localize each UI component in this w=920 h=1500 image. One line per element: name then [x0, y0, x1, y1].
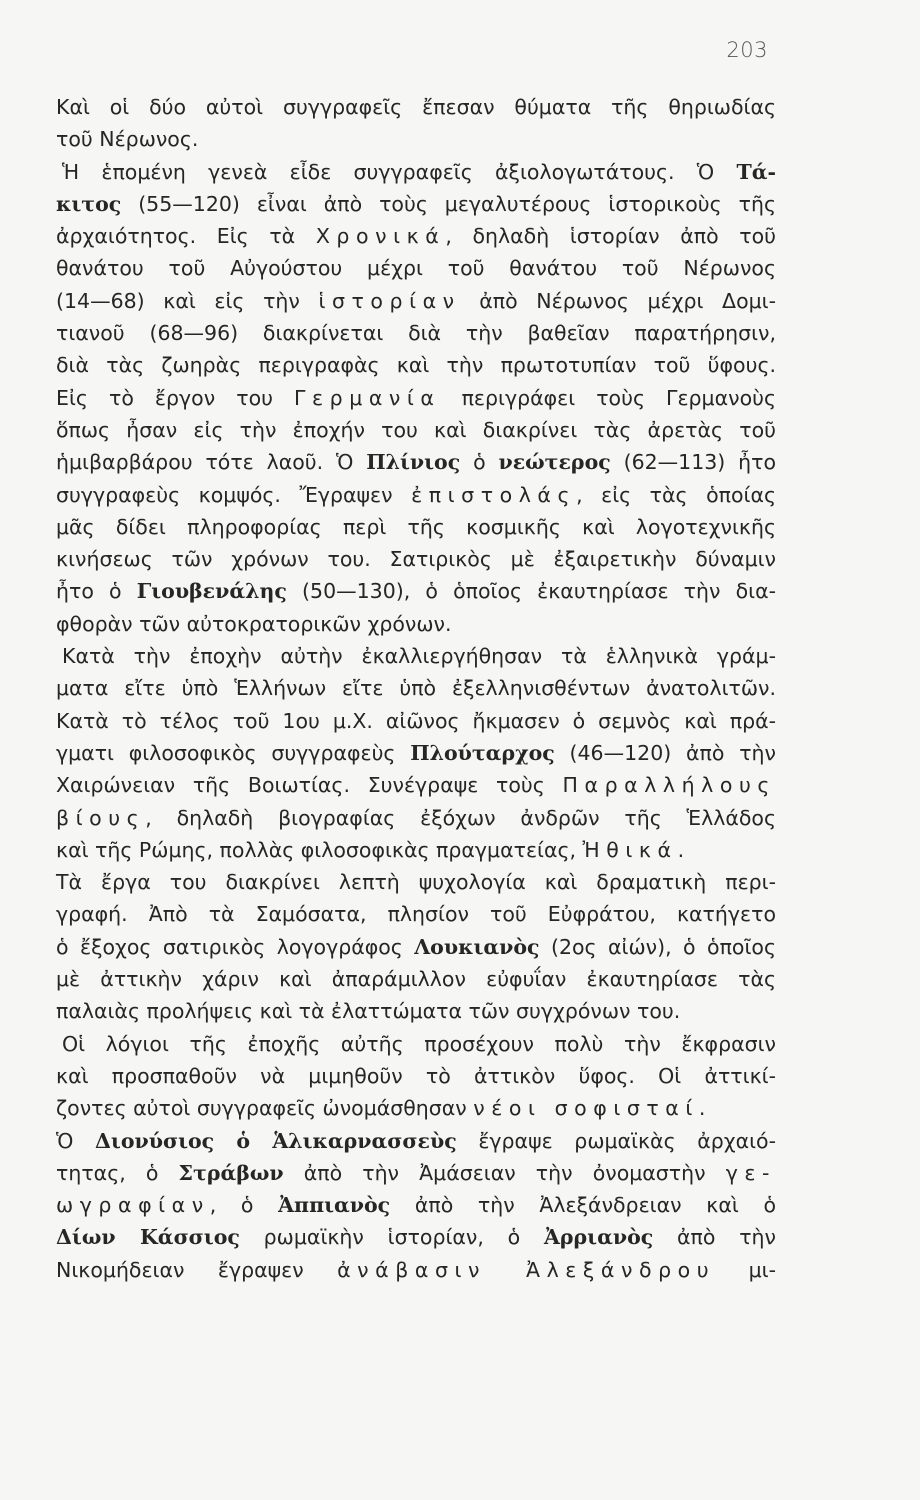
- text-run: Ὁ: [56, 1128, 96, 1153]
- spaced-title: ωγραφίαν: [56, 1193, 210, 1218]
- text-line: [56, 1028, 776, 1060]
- text-run: ἀρχαιότητος. Εἰς τὰ: [56, 224, 316, 249]
- text-run: μᾶς δίδει πληροφορίας περὶ τῆς κοσμικῆς καὶ λογοτεχνικῆς: [56, 514, 776, 539]
- text-line: [56, 382, 776, 414]
- spaced-title: Γερμανία: [294, 385, 441, 410]
- text-run: .: [698, 1096, 706, 1121]
- text-run: (46—120) ἀπὸ τὴν: [554, 740, 776, 765]
- text-line: [56, 931, 776, 963]
- spaced-title: Ἠθικά: [582, 837, 678, 862]
- text-run: ζοντες αὐτοὶ συγγραφεῖς ὠνομάσθησαν: [56, 1096, 474, 1121]
- text-line: [56, 995, 776, 1027]
- text-line: [56, 769, 776, 801]
- text-run: φθορὰν τῶν αὐτοκρατορικῶν χρόνων.: [56, 611, 452, 636]
- text-line: [56, 349, 776, 381]
- text-run: ρωμαϊκὴν ἱστορίαν, ὁ: [239, 1225, 544, 1250]
- text-run: ἀπὸ τὴν Ἀλεξάνδρειαν καὶ ὁ: [390, 1193, 776, 1218]
- text-run: μὲ ἀττικὴν χάριν καὶ ἀπαράμιλλον εὐφυΐαν ἐκαυτηρίασε τὰς: [56, 967, 776, 992]
- text-run: (50—130), ὁ ὁποῖος ἐκαυτηρίασε τὴν δια-: [286, 579, 776, 604]
- text-run: .: [677, 837, 685, 862]
- text-run: , δηλαδὴ βιογραφίας ἐξόχων ἀνδρῶν τῆς Ἑλλάδος: [145, 805, 776, 830]
- bold-name: Στράβων: [178, 1160, 284, 1185]
- text-run: (2ος αἰών), ὁ ὁποῖος: [539, 934, 776, 959]
- bold-name: Ἀρριανὸς: [544, 1225, 654, 1250]
- bold-name: Ἀππιανὸς: [278, 1193, 391, 1218]
- text-line: [56, 575, 776, 607]
- text-line: [56, 1157, 776, 1189]
- text-run: μι-: [715, 1257, 776, 1282]
- text-line: [56, 834, 776, 866]
- text-run: Καὶ οἱ δύο αὐτοὶ συγγραφεῖς ἔπεσαν θύματα τῆς θηριωδίας: [56, 95, 776, 119]
- text-run: Χαιρώνειαν τῆς Βοιωτίας. Συνέγραψε τοὺς: [56, 773, 563, 798]
- text-line: [56, 317, 776, 349]
- bold-name: Διονύσιος ὁ Ἁλικαρνασσεὺς: [95, 1128, 457, 1153]
- text-run: κινήσεως τῶν χρόνων του. Σατιρικὸς μὲ ἐξαιρετικὴν δύναμιν: [56, 547, 776, 572]
- text-run: διὰ τὰς ζωηρὰς περιγραφὰς καὶ τὴν πρωτοτυπίαν τοῦ ὕφους.: [56, 353, 776, 378]
- text-run: (14—68) καὶ εἰς τὴν: [56, 288, 319, 313]
- text-run: ἀπὸ τὴν: [653, 1225, 776, 1250]
- text-run: ματα εἴτε ὑπὸ Ἑλλήνων εἴτε ὑπὸ ἐξελληνισθέντων ἀνατολιτῶν.: [56, 676, 776, 701]
- text-run: (55—120) εἶναι ἀπὸ τοὺς μεγαλυτέρους ἱστορικοὺς τῆς: [121, 191, 776, 216]
- text-run: Κατὰ τὴν ἐποχὴν αὐτὴν ἐκαλλιεργήθησαν τὰ ἑλληνικὰ γράμ-: [62, 644, 776, 669]
- text-line: [56, 672, 776, 704]
- text-run: τιανοῦ (68—96) διακρίνεται διὰ τὴν βαθεῖαν παρατήρησιν,: [56, 321, 776, 346]
- spaced-title: νέοι σοφισταί: [473, 1096, 699, 1121]
- spaced-title: Χρονικά: [315, 224, 446, 249]
- text-run: Εἰς τὸ ἔργον του: [56, 385, 295, 410]
- text-line: [56, 91, 776, 123]
- text-line: [56, 414, 776, 446]
- spaced-title: βίους: [56, 805, 146, 830]
- text-run: τητας, ὁ: [56, 1160, 179, 1185]
- bold-name: Δίων Κάσσιος: [56, 1225, 240, 1250]
- text-run: καὶ προσπαθοῦν νὰ μιμηθοῦν τὸ ἀττικὸν ὕφος. Οἱ ἀττικί-: [56, 1063, 776, 1088]
- page-number: 203: [726, 38, 768, 62]
- text-line: [56, 511, 776, 543]
- bold-name: Τά-: [736, 159, 776, 184]
- text-line: [56, 898, 776, 930]
- spaced-title: Παραλλήλους: [562, 773, 776, 798]
- page-text: [56, 91, 776, 1286]
- spaced-title: ἐπιστολάς: [411, 482, 577, 507]
- text-line: [56, 1092, 776, 1124]
- text-line: [56, 543, 776, 575]
- bold-name: Πλίνιος: [366, 450, 461, 475]
- text-run: ἀπὸ Νέρωνος μέχρι Δομι-: [460, 288, 776, 313]
- bold-name: νεώτερος: [498, 450, 611, 475]
- text-line: [56, 1189, 776, 1221]
- text-line: [56, 123, 776, 155]
- text-run: καὶ τῆς Ρώμης, πολλὰς φιλοσοφικὰς πραγματείας,: [56, 837, 583, 862]
- spaced-title: γε-: [725, 1160, 776, 1185]
- text-line: [56, 220, 776, 252]
- text-line: [56, 1254, 776, 1286]
- text-run: γματι φιλοσοφικὸς συγγραφεὺς: [56, 740, 411, 765]
- spaced-title: ἀνάβασιν Ἀλεξάνδρου: [337, 1257, 716, 1282]
- text-line: [56, 737, 776, 769]
- text-line: [56, 640, 776, 672]
- text-run: ἔγραψε ρωμαϊκὰς ἀρχαιό-: [456, 1128, 776, 1153]
- text-line: [56, 285, 776, 317]
- text-run: περιγράφει τοὺς Γερμανοὺς: [440, 385, 777, 410]
- text-run: ἦτο ὁ: [56, 579, 137, 604]
- bold-name: Πλούταρχος: [410, 740, 555, 765]
- text-line: [56, 1221, 776, 1253]
- text-run: (62—113) ἦτο: [610, 450, 777, 475]
- text-run: παλαιὰς προλήψεις καὶ τὰ ἐλαττώματα τῶν συγχρόνων του.: [56, 999, 681, 1024]
- text-line: [56, 1060, 776, 1092]
- text-run: Ἡ ἑπομένη γενεὰ εἶδε συγγραφεῖς ἀξιολογωτάτους. Ὁ: [62, 159, 737, 184]
- text-run: Τὰ ἔργα του διακρίνει λεπτὴ ψυχολογία καὶ δραματικὴ περι-: [56, 870, 776, 895]
- text-line: [56, 479, 776, 511]
- text-line: [56, 156, 776, 188]
- text-line: [56, 705, 776, 737]
- spaced-title: ἱστορίαν: [318, 288, 461, 313]
- text-run: ὅπως ἦσαν εἰς τὴν ἐποχήν του καὶ διακρίνει τὰς ἀρετὰς τοῦ: [56, 417, 776, 442]
- bold-name: Γιουβενάλης: [136, 579, 287, 604]
- text-run: ἡμιβαρβάρου τότε λαοῦ. Ὁ: [56, 450, 367, 475]
- text-run: Κατὰ τὸ τέλος τοῦ 1ου μ.Χ. αἰῶνος ἤκμασεν ὁ σεμνὸς καὶ πρά-: [56, 708, 776, 733]
- text-line: [56, 802, 776, 834]
- text-run: ὁ ἔξοχος σατιρικὸς λογογράφος: [56, 934, 415, 959]
- text-line: [56, 963, 776, 995]
- text-run: θανάτου τοῦ Αὐγούστου μέχρι τοῦ θανάτου τοῦ Νέρωνος: [56, 256, 776, 281]
- text-run: , ὁ: [209, 1193, 279, 1218]
- text-line: [56, 1125, 776, 1157]
- text-run: , εἰς τὰς ὁποίας: [576, 482, 776, 507]
- bold-name: Λουκιανὸς: [414, 934, 540, 959]
- text-run: ἀπὸ τὴν Ἀμάσειαν τὴν ὀνομαστὴν: [283, 1160, 726, 1185]
- text-run: συγγραφεὺς κομψός. Ἔγραψεν: [56, 482, 412, 507]
- text-run: τοῦ Νέρωνος.: [56, 127, 199, 152]
- text-run: γραφή. Ἀπὸ τὰ Σαμόσατα, πλησίον τοῦ Εὐφράτου, κατήγετο: [56, 902, 776, 927]
- text-run: ὁ: [460, 450, 499, 475]
- text-line: [56, 608, 776, 640]
- bold-name: κιτος: [56, 191, 122, 216]
- text-run: , δηλαδὴ ἱστορίαν ἀπὸ τοῦ: [445, 224, 777, 249]
- text-line: [56, 446, 776, 478]
- text-line: [56, 252, 776, 284]
- text-run: Οἱ λόγιοι τῆς ἐποχῆς αὐτῆς προσέχουν πολὺ τὴν ἔκφρασιν: [62, 1031, 776, 1056]
- text-line: [56, 188, 776, 220]
- text-line: [56, 866, 776, 898]
- text-run: Νικομήδειαν ἔγραψεν: [56, 1257, 338, 1282]
